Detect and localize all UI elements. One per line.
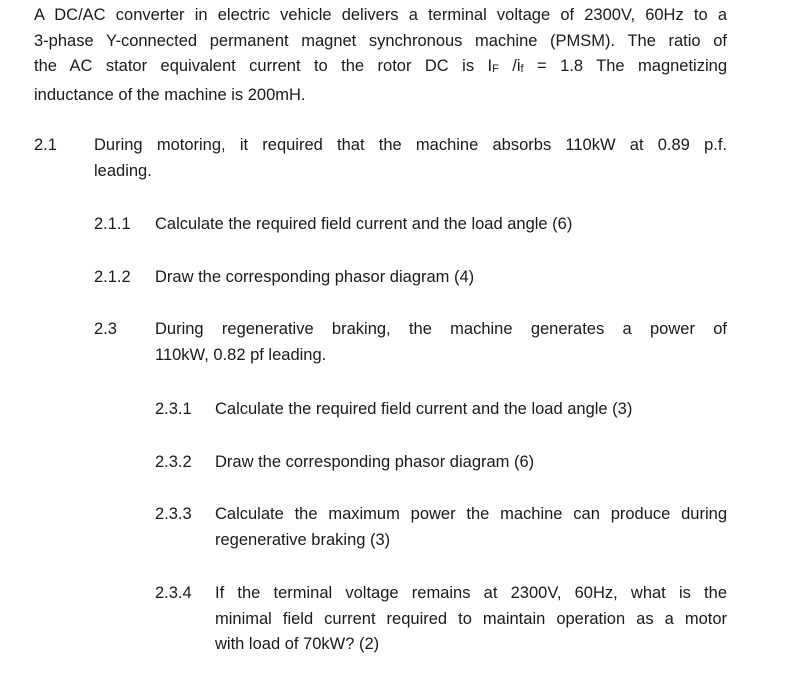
question-number-2-3-4: 2.3.4 xyxy=(155,584,192,602)
question-2-1-line-2: leading. xyxy=(94,161,152,180)
current-subscript-F: F xyxy=(492,63,499,75)
question-number-2-3-1: 2.3.1 xyxy=(155,400,192,418)
question-2-1-text xyxy=(94,133,727,184)
question-2-3-4-line-1: If the terminal voltage remains at 2300V, 60Hz, what is the xyxy=(215,584,727,602)
question-number-2-1-2: 2.1.2 xyxy=(94,268,131,286)
question-2-3-1-text xyxy=(215,397,727,423)
question-2-3-text xyxy=(155,317,727,368)
question-number-2-3: 2.3 xyxy=(94,320,117,338)
intro-line-3 xyxy=(34,54,727,83)
question-2-3-3-line-1: Calculate the maximum power the machine can produce during xyxy=(215,505,727,523)
current-subscript-f: f xyxy=(520,63,524,75)
question-2-3-2-text xyxy=(215,450,727,476)
question-2-1-1-line: Calculate the required field current and the load angle (6) xyxy=(155,215,573,233)
intro-line-1: A DC/AC converter in electric vehicle delivers a terminal voltage of 2300V, 60Hz to a xyxy=(34,6,727,24)
intro-line-4: inductance of the machine is 200mH. xyxy=(34,85,306,104)
question-2-3-2-line: Draw the corresponding phasor diagram (6) xyxy=(215,453,535,471)
question-2-1-2-line: Draw the corresponding phasor diagram (4) xyxy=(155,268,475,286)
question-2-1-line-1: During motoring, it required that the machine absorbs 110kW at 0.89 p.f. xyxy=(94,136,727,154)
question-2-3-1-line: Calculate the required field current and the load angle (3) xyxy=(215,400,633,418)
question-2-3-line-1: During regenerative braking, the machine generates a power of xyxy=(155,320,727,338)
intro-line-3-text-b: /i xyxy=(498,57,521,75)
question-2-3-4-line-3: with load of 70kW? (2) xyxy=(215,635,380,653)
intro-line-3-text-c: = 1.8 The magnetizing xyxy=(523,57,727,75)
question-2-3-4-line-2: minimal field current required to maintain operation as a motor xyxy=(215,609,727,628)
question-number-2-3-3: 2.3.3 xyxy=(155,505,192,523)
question-2-1-1-text xyxy=(155,212,727,238)
question-2-3-3-text xyxy=(215,502,727,553)
question-number-2-1: 2.1 xyxy=(34,136,57,154)
question-2-3-4-text xyxy=(215,581,727,658)
intro-line-3-text-a: the AC stator equivalent current to the rotor DC is I xyxy=(34,57,493,75)
question-number-2-3-2: 2.3.2 xyxy=(155,453,192,471)
question-2-3-line-2: 110kW, 0.82 pf leading. xyxy=(155,345,327,364)
question-number-2-1-1: 2.1.1 xyxy=(94,215,131,233)
intro-line-2: 3-phase Y-connected permanent magnet synchronous machine (PMSM). The ratio of xyxy=(34,31,727,50)
question-2-1-2-text xyxy=(155,265,727,291)
intro-paragraph xyxy=(34,3,727,108)
question-2-3-3-line-2: regenerative braking (3) xyxy=(215,530,391,549)
